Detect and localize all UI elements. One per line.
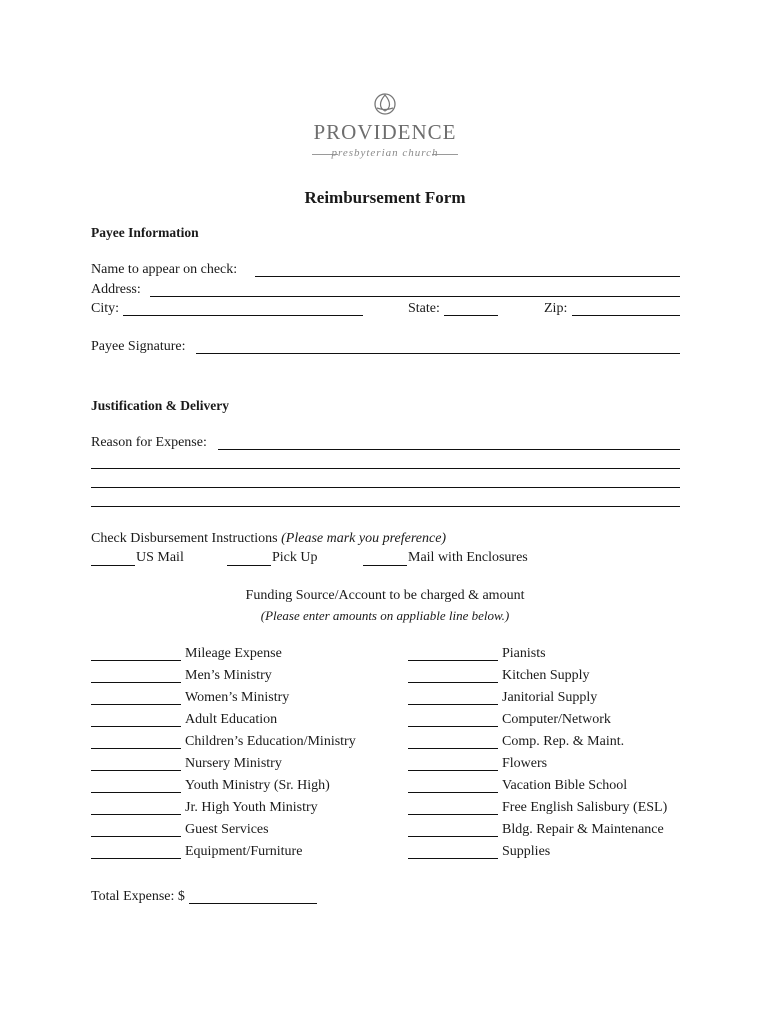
- address-field[interactable]: [150, 296, 680, 297]
- left-account-label: Men’s Ministry: [185, 668, 272, 683]
- disbursement-instructions: [91, 531, 446, 547]
- right-account-label: Vacation Bible School: [502, 778, 628, 793]
- right-amount-field[interactable]: [408, 748, 498, 749]
- funding-heading: Funding Source/Account to be charged & amount: [245, 588, 525, 603]
- left-amount-field[interactable]: [91, 814, 181, 815]
- left-amount-field[interactable]: [91, 770, 181, 771]
- address-label: Address:: [91, 282, 141, 297]
- reason-field-line-1[interactable]: [218, 449, 680, 450]
- right-amount-field[interactable]: [408, 660, 498, 661]
- mail-enclosures-option: Mail with Enclosures: [408, 550, 528, 565]
- left-account-label: Nursery Ministry: [185, 756, 282, 771]
- right-account-label: Computer/Network: [502, 712, 611, 727]
- logo-subtitle: presbyterian church: [331, 147, 439, 159]
- left-amount-field[interactable]: [91, 660, 181, 661]
- state-field[interactable]: [444, 315, 498, 316]
- right-account-label: Kitchen Supply: [502, 668, 590, 683]
- left-account-label: Adult Education: [185, 712, 278, 727]
- name-field[interactable]: [255, 276, 680, 277]
- total-label: Total Expense: $: [91, 889, 185, 904]
- us-mail-blank[interactable]: [91, 565, 135, 566]
- pick-up-blank[interactable]: [227, 565, 271, 566]
- us-mail-option: US Mail: [136, 550, 184, 565]
- left-account-label: Jr. High Youth Ministry: [185, 800, 318, 815]
- right-account-label: Comp. Rep. & Maint.: [502, 734, 625, 749]
- signature-label: Payee Signature:: [91, 339, 186, 354]
- right-amount-field[interactable]: [408, 704, 498, 705]
- right-amount-field[interactable]: [408, 792, 498, 793]
- left-amount-field[interactable]: [91, 726, 181, 727]
- disbursement-label: Check Disbursement Instructions: [91, 531, 278, 546]
- state-label: State:: [408, 301, 440, 316]
- left-amount-field[interactable]: [91, 748, 181, 749]
- reason-label: Reason for Expense:: [91, 435, 207, 450]
- zip-label: Zip:: [544, 301, 568, 316]
- left-amount-field[interactable]: [91, 682, 181, 683]
- left-account-label: Children’s Education/Ministry: [185, 734, 356, 749]
- right-amount-field[interactable]: [408, 682, 498, 683]
- right-amount-field[interactable]: [408, 770, 498, 771]
- total-field[interactable]: [189, 903, 317, 904]
- left-amount-field[interactable]: [91, 858, 181, 859]
- pick-up-option: Pick Up: [272, 550, 318, 565]
- right-amount-field[interactable]: [408, 814, 498, 815]
- triquetra-icon: [373, 92, 397, 116]
- church-logo: [300, 90, 470, 170]
- logo-name: PROVIDENCE: [313, 120, 457, 144]
- right-account-label: Supplies: [502, 844, 551, 859]
- funding-note: (Please enter amounts on appliable line below.): [260, 608, 510, 623]
- right-amount-field[interactable]: [408, 858, 498, 859]
- left-account-label: Mileage Expense: [185, 646, 282, 661]
- payee-heading: Payee Information: [91, 225, 199, 240]
- left-account-label: Youth Ministry (Sr. High): [185, 778, 330, 793]
- reason-field-line-3[interactable]: [91, 487, 680, 488]
- zip-field[interactable]: [572, 315, 680, 316]
- reason-field-line-2[interactable]: [91, 468, 680, 469]
- right-account-label: Bldg. Repair & Maintenance: [502, 822, 664, 837]
- right-account-label: Pianists: [502, 646, 546, 661]
- left-amount-field[interactable]: [91, 704, 181, 705]
- left-account-label: Women’s Ministry: [185, 690, 290, 705]
- signature-field[interactable]: [196, 353, 680, 354]
- city-field[interactable]: [123, 315, 363, 316]
- name-label: Name to appear on check:: [91, 262, 238, 277]
- form-title: Reimbursement Form: [304, 188, 466, 207]
- left-account-label: Equipment/Furniture: [185, 844, 303, 859]
- disbursement-note: (Please mark you preference): [281, 531, 447, 546]
- left-account-label: Guest Services: [185, 822, 269, 837]
- right-account-label: Janitorial Supply: [502, 690, 598, 705]
- city-label: City:: [91, 301, 120, 316]
- right-account-label: Free English Salisbury (ESL): [502, 800, 668, 815]
- left-amount-field[interactable]: [91, 792, 181, 793]
- reason-field-line-4[interactable]: [91, 506, 680, 507]
- right-amount-field[interactable]: [408, 726, 498, 727]
- right-account-label: Flowers: [502, 756, 548, 771]
- left-amount-field[interactable]: [91, 836, 181, 837]
- justification-heading: Justification & Delivery: [91, 398, 229, 413]
- right-amount-field[interactable]: [408, 836, 498, 837]
- mail-enclosures-blank[interactable]: [363, 565, 407, 566]
